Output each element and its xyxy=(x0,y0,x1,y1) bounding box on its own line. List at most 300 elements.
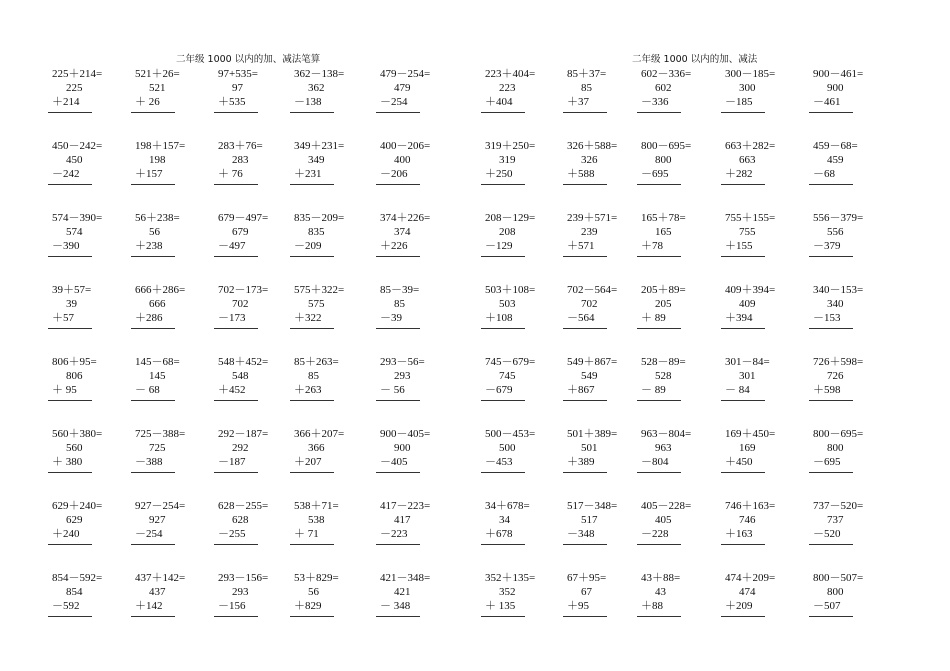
problem-equation: 746＋163= xyxy=(725,500,776,512)
vertical-top-number: 85 xyxy=(581,82,592,94)
answer-line xyxy=(376,472,420,473)
problem-cell xyxy=(294,427,380,491)
problem-cell xyxy=(641,427,727,491)
problem-cell xyxy=(218,67,304,131)
vertical-operand: ＋404 xyxy=(485,96,513,108)
problem-cell xyxy=(135,139,221,203)
vertical-top-number: 548 xyxy=(232,370,249,382)
problem-equation: 900－405= xyxy=(380,428,431,440)
answer-line xyxy=(563,328,607,329)
vertical-operand: ＋163 xyxy=(725,528,753,540)
problem-cell xyxy=(485,283,571,347)
vertical-operand: －68 xyxy=(813,168,835,180)
problem-cell xyxy=(813,67,899,131)
problem-equation: 205＋89= xyxy=(641,284,686,296)
answer-line xyxy=(131,400,175,401)
answer-line xyxy=(637,400,681,401)
vertical-top-number: 283 xyxy=(232,154,249,166)
vertical-operand: －390 xyxy=(52,240,80,252)
answer-line xyxy=(637,328,681,329)
problem-cell xyxy=(485,211,571,275)
problem-cell xyxy=(380,211,466,275)
answer-line xyxy=(290,328,334,329)
answer-line xyxy=(48,544,92,545)
vertical-operand: － 84 xyxy=(725,384,750,396)
vertical-operand: ＋209 xyxy=(725,600,753,612)
vertical-operand: ＋240 xyxy=(52,528,80,540)
problem-cell xyxy=(218,283,304,347)
vertical-top-number: 85 xyxy=(394,298,405,310)
vertical-top-number: 374 xyxy=(394,226,411,238)
vertical-operand: －461 xyxy=(813,96,841,108)
answer-line xyxy=(131,112,175,113)
problem-row xyxy=(0,67,950,131)
vertical-top-number: 501 xyxy=(581,442,598,454)
vertical-operand: －348 xyxy=(567,528,595,540)
vertical-top-number: 702 xyxy=(581,298,598,310)
answer-line xyxy=(481,328,525,329)
vertical-top-number: 362 xyxy=(308,82,325,94)
vertical-top-number: 56 xyxy=(149,226,160,238)
problem-equation: 663＋282= xyxy=(725,140,776,152)
problem-cell xyxy=(485,139,571,203)
problem-equation: 602－336= xyxy=(641,68,692,80)
problem-cell xyxy=(725,355,811,419)
problem-cell xyxy=(52,499,138,563)
vertical-top-number: 628 xyxy=(232,514,249,526)
problem-cell xyxy=(813,355,899,419)
problem-equation: 56＋238= xyxy=(135,212,180,224)
vertical-top-number: 517 xyxy=(581,514,598,526)
vertical-top-number: 326 xyxy=(581,154,598,166)
vertical-operand: ＋231 xyxy=(294,168,322,180)
problem-equation: 326＋588= xyxy=(567,140,618,152)
vertical-operand: ＋37 xyxy=(567,96,589,108)
problem-equation: 301－84= xyxy=(725,356,770,368)
problem-row xyxy=(0,571,950,635)
vertical-top-number: 349 xyxy=(308,154,325,166)
problem-equation: 39＋57= xyxy=(52,284,92,296)
answer-line xyxy=(721,256,765,257)
answer-line xyxy=(131,184,175,185)
problem-equation: 319＋250= xyxy=(485,140,536,152)
problem-equation: 575＋322= xyxy=(294,284,345,296)
problem-cell xyxy=(641,355,727,419)
answer-line xyxy=(563,112,607,113)
vertical-top-number: 528 xyxy=(655,370,672,382)
vertical-top-number: 521 xyxy=(149,82,166,94)
vertical-operand: ＋535 xyxy=(218,96,246,108)
problem-cell xyxy=(218,499,304,563)
problem-equation: 53＋829= xyxy=(294,572,339,584)
vertical-top-number: 806 xyxy=(66,370,83,382)
answer-line xyxy=(290,472,334,473)
vertical-operand: －507 xyxy=(813,600,841,612)
answer-line xyxy=(290,256,334,257)
vertical-operand: －497 xyxy=(218,240,246,252)
vertical-top-number: 575 xyxy=(308,298,325,310)
problem-cell xyxy=(294,211,380,275)
problem-equation: 208－129= xyxy=(485,212,536,224)
problem-equation: 405－228= xyxy=(641,500,692,512)
answer-line xyxy=(809,256,853,257)
problem-equation: 548＋452= xyxy=(218,356,269,368)
vertical-operand: ＋389 xyxy=(567,456,595,468)
vertical-top-number: 67 xyxy=(581,586,592,598)
problem-cell xyxy=(813,139,899,203)
answer-line xyxy=(214,328,258,329)
problem-equation: 800－695= xyxy=(641,140,692,152)
problem-equation: 702－564= xyxy=(567,284,618,296)
problem-equation: 165＋78= xyxy=(641,212,686,224)
answer-line xyxy=(481,112,525,113)
problem-equation: 198＋157= xyxy=(135,140,186,152)
problem-cell xyxy=(52,67,138,131)
problem-equation: 239＋571= xyxy=(567,212,618,224)
problem-cell xyxy=(294,355,380,419)
vertical-top-number: 479 xyxy=(394,82,411,94)
problem-equation: 169＋450= xyxy=(725,428,776,440)
vertical-operand: －228 xyxy=(641,528,669,540)
answer-line xyxy=(48,256,92,257)
problem-cell xyxy=(380,427,466,491)
problem-equation: 854－592= xyxy=(52,572,103,584)
problem-cell xyxy=(218,571,304,635)
problem-cell xyxy=(725,67,811,131)
vertical-top-number: 409 xyxy=(739,298,756,310)
vertical-top-number: 97 xyxy=(232,82,243,94)
answer-line xyxy=(290,184,334,185)
answer-line xyxy=(637,616,681,617)
problem-cell xyxy=(380,355,466,419)
vertical-top-number: 629 xyxy=(66,514,83,526)
problem-cell xyxy=(380,283,466,347)
vertical-top-number: 927 xyxy=(149,514,166,526)
answer-line xyxy=(131,256,175,257)
answer-line xyxy=(214,544,258,545)
problem-row xyxy=(0,211,950,275)
vertical-operand: －173 xyxy=(218,312,246,324)
answer-line xyxy=(214,184,258,185)
problem-cell xyxy=(725,499,811,563)
vertical-operand: ＋155 xyxy=(725,240,753,252)
answer-line xyxy=(721,400,765,401)
vertical-top-number: 900 xyxy=(827,82,844,94)
problem-equation: 292－187= xyxy=(218,428,269,440)
vertical-top-number: 549 xyxy=(581,370,598,382)
problem-equation: 85－39= xyxy=(380,284,420,296)
vertical-top-number: 500 xyxy=(499,442,516,454)
problem-cell xyxy=(380,499,466,563)
problem-row xyxy=(0,355,950,419)
vertical-operand: － 348 xyxy=(380,600,411,612)
vertical-top-number: 854 xyxy=(66,586,83,598)
worksheet-title-left: 二年级 1000 以内的加、减法笔算 xyxy=(176,54,321,65)
problem-equation: 474＋209= xyxy=(725,572,776,584)
vertical-operand: －520 xyxy=(813,528,841,540)
answer-line xyxy=(376,328,420,329)
problem-cell xyxy=(725,571,811,635)
vertical-top-number: 679 xyxy=(232,226,249,238)
vertical-operand: ＋226 xyxy=(380,240,408,252)
problem-equation: 835－209= xyxy=(294,212,345,224)
problem-cell xyxy=(52,211,138,275)
problem-cell xyxy=(52,139,138,203)
vertical-operand: ＋ 380 xyxy=(52,456,83,468)
vertical-top-number: 474 xyxy=(739,586,756,598)
worksheet-title-right: 二年级 1000 以内的加、减法 xyxy=(632,54,758,65)
vertical-operand: －209 xyxy=(294,240,322,252)
vertical-operand: －453 xyxy=(485,456,513,468)
answer-line xyxy=(721,616,765,617)
answer-line xyxy=(48,184,92,185)
vertical-top-number: 198 xyxy=(149,154,166,166)
answer-line xyxy=(809,184,853,185)
answer-line xyxy=(563,616,607,617)
vertical-operand: ＋95 xyxy=(567,600,589,612)
vertical-operand: ＋157 xyxy=(135,168,163,180)
problem-cell xyxy=(135,355,221,419)
vertical-operand: －242 xyxy=(52,168,80,180)
problem-equation: 500－453= xyxy=(485,428,536,440)
problem-equation: 145－68= xyxy=(135,356,180,368)
answer-line xyxy=(809,112,853,113)
vertical-top-number: 450 xyxy=(66,154,83,166)
problem-cell xyxy=(813,427,899,491)
problem-equation: 352＋135= xyxy=(485,572,536,584)
vertical-operand: －254 xyxy=(135,528,163,540)
answer-line xyxy=(376,256,420,257)
answer-line xyxy=(481,400,525,401)
vertical-top-number: 503 xyxy=(499,298,516,310)
problem-cell xyxy=(813,499,899,563)
vertical-top-number: 400 xyxy=(394,154,411,166)
answer-line xyxy=(48,616,92,617)
vertical-top-number: 165 xyxy=(655,226,672,238)
problem-cell xyxy=(218,427,304,491)
answer-line xyxy=(721,184,765,185)
answer-line xyxy=(214,472,258,473)
problem-equation: 409＋394= xyxy=(725,284,776,296)
vertical-operand: ＋142 xyxy=(135,600,163,612)
problem-equation: 549＋867= xyxy=(567,356,618,368)
problem-cell xyxy=(641,67,727,131)
vertical-operand: ＋829 xyxy=(294,600,322,612)
problem-equation: 528－89= xyxy=(641,356,686,368)
vertical-operand: －405 xyxy=(380,456,408,468)
problem-row xyxy=(0,283,950,347)
problem-row xyxy=(0,139,950,203)
problem-equation: 366＋207= xyxy=(294,428,345,440)
answer-line xyxy=(131,328,175,329)
problem-equation: 806＋95= xyxy=(52,356,97,368)
vertical-operand: ＋450 xyxy=(725,456,753,468)
vertical-operand: ＋322 xyxy=(294,312,322,324)
problem-cell xyxy=(813,211,899,275)
vertical-operand: ＋ 76 xyxy=(218,168,243,180)
vertical-operand: ＋108 xyxy=(485,312,513,324)
problem-cell xyxy=(641,571,727,635)
problem-equation: 726＋598= xyxy=(813,356,864,368)
vertical-top-number: 800 xyxy=(655,154,672,166)
problem-cell xyxy=(294,571,380,635)
vertical-operand: －592 xyxy=(52,600,80,612)
vertical-operand: ＋452 xyxy=(218,384,246,396)
problem-equation: 538＋71= xyxy=(294,500,339,512)
vertical-operand: ＋263 xyxy=(294,384,322,396)
problem-equation: 437＋142= xyxy=(135,572,186,584)
answer-line xyxy=(563,184,607,185)
answer-line xyxy=(376,544,420,545)
vertical-top-number: 293 xyxy=(232,586,249,598)
answer-line xyxy=(131,616,175,617)
problem-cell xyxy=(135,211,221,275)
answer-line xyxy=(809,544,853,545)
problem-cell xyxy=(52,355,138,419)
vertical-operand: ＋78 xyxy=(641,240,663,252)
vertical-operand: ＋394 xyxy=(725,312,753,324)
problem-equation: 745－679= xyxy=(485,356,536,368)
answer-line xyxy=(48,400,92,401)
vertical-operand: －187 xyxy=(218,456,246,468)
answer-line xyxy=(637,184,681,185)
answer-line xyxy=(809,472,853,473)
answer-line xyxy=(48,472,92,473)
vertical-top-number: 352 xyxy=(499,586,516,598)
vertical-operand: －156 xyxy=(218,600,246,612)
vertical-top-number: 319 xyxy=(499,154,516,166)
problem-equation: 349＋231= xyxy=(294,140,345,152)
vertical-operand: －695 xyxy=(641,168,669,180)
vertical-operand: ＋ 26 xyxy=(135,96,160,108)
problem-equation: 679－497= xyxy=(218,212,269,224)
answer-line xyxy=(376,400,420,401)
answer-line xyxy=(214,400,258,401)
vertical-top-number: 417 xyxy=(394,514,411,526)
problem-equation: 737－520= xyxy=(813,500,864,512)
vertical-operand: －804 xyxy=(641,456,669,468)
vertical-operand: －388 xyxy=(135,456,163,468)
problem-cell xyxy=(135,499,221,563)
vertical-top-number: 755 xyxy=(739,226,756,238)
vertical-top-number: 725 xyxy=(149,442,166,454)
answer-line xyxy=(48,112,92,113)
vertical-operand: －564 xyxy=(567,312,595,324)
vertical-operand: －255 xyxy=(218,528,246,540)
answer-line xyxy=(376,112,420,113)
vertical-top-number: 145 xyxy=(149,370,166,382)
vertical-top-number: 340 xyxy=(827,298,844,310)
vertical-operand: ＋598 xyxy=(813,384,841,396)
answer-line xyxy=(637,256,681,257)
problem-equation: 702－173= xyxy=(218,284,269,296)
answer-line xyxy=(131,544,175,545)
problem-cell xyxy=(135,571,221,635)
answer-line xyxy=(809,616,853,617)
vertical-operand: ＋207 xyxy=(294,456,322,468)
vertical-operand: －679 xyxy=(485,384,513,396)
vertical-top-number: 56 xyxy=(308,586,319,598)
vertical-top-number: 538 xyxy=(308,514,325,526)
answer-line xyxy=(721,544,765,545)
problem-cell xyxy=(135,67,221,131)
problem-cell xyxy=(218,211,304,275)
problem-equation: 666＋286= xyxy=(135,284,186,296)
answer-line xyxy=(721,328,765,329)
answer-line xyxy=(290,544,334,545)
problem-equation: 400－206= xyxy=(380,140,431,152)
vertical-top-number: 663 xyxy=(739,154,756,166)
vertical-top-number: 223 xyxy=(499,82,516,94)
problem-equation: 574－390= xyxy=(52,212,103,224)
answer-line xyxy=(481,184,525,185)
problem-equation: 963－804= xyxy=(641,428,692,440)
problem-cell xyxy=(294,67,380,131)
problem-equation: 517－348= xyxy=(567,500,618,512)
vertical-top-number: 800 xyxy=(827,442,844,454)
vertical-top-number: 835 xyxy=(308,226,325,238)
problem-equation: 556－379= xyxy=(813,212,864,224)
vertical-top-number: 745 xyxy=(499,370,516,382)
vertical-top-number: 421 xyxy=(394,586,411,598)
vertical-operand: ＋57 xyxy=(52,312,74,324)
problem-equation: 225＋214= xyxy=(52,68,103,80)
vertical-top-number: 205 xyxy=(655,298,672,310)
answer-line xyxy=(481,472,525,473)
problem-equation: 927－254= xyxy=(135,500,186,512)
vertical-top-number: 560 xyxy=(66,442,83,454)
problem-cell xyxy=(485,427,571,491)
problem-equation: 293－56= xyxy=(380,356,425,368)
problem-equation: 374＋226= xyxy=(380,212,431,224)
vertical-operand: ＋250 xyxy=(485,168,513,180)
problem-cell xyxy=(380,67,466,131)
problem-equation: 800－695= xyxy=(813,428,864,440)
problem-cell xyxy=(380,571,466,635)
answer-line xyxy=(637,112,681,113)
problem-cell xyxy=(485,67,571,131)
problem-cell xyxy=(485,355,571,419)
answer-line xyxy=(48,328,92,329)
vertical-operand: －138 xyxy=(294,96,322,108)
answer-line xyxy=(481,256,525,257)
problem-cell xyxy=(641,139,727,203)
vertical-top-number: 405 xyxy=(655,514,672,526)
problem-equation: 755＋155= xyxy=(725,212,776,224)
vertical-operand: ＋286 xyxy=(135,312,163,324)
problem-cell xyxy=(485,571,571,635)
answer-line xyxy=(481,544,525,545)
vertical-operand: －185 xyxy=(725,96,753,108)
vertical-top-number: 602 xyxy=(655,82,672,94)
vertical-top-number: 437 xyxy=(149,586,166,598)
problem-cell xyxy=(725,427,811,491)
vertical-operand: ＋571 xyxy=(567,240,595,252)
vertical-top-number: 574 xyxy=(66,226,83,238)
answer-line xyxy=(376,184,420,185)
problem-cell xyxy=(294,139,380,203)
problem-equation: 85＋263= xyxy=(294,356,339,368)
vertical-top-number: 900 xyxy=(394,442,411,454)
vertical-top-number: 726 xyxy=(827,370,844,382)
answer-line xyxy=(131,472,175,473)
answer-line xyxy=(563,472,607,473)
answer-line xyxy=(637,472,681,473)
vertical-operand: － 89 xyxy=(641,384,666,396)
vertical-operand: ＋ 95 xyxy=(52,384,77,396)
vertical-top-number: 239 xyxy=(581,226,598,238)
vertical-operand: －129 xyxy=(485,240,513,252)
